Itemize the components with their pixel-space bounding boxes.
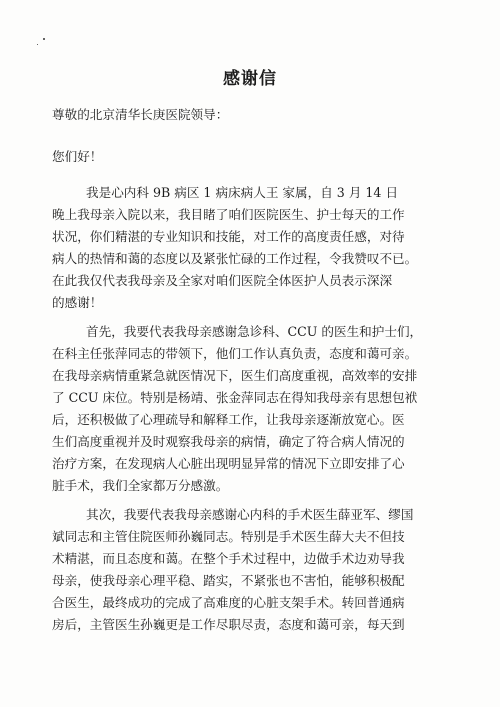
paragraph-2-line-1: 首先，我要代表我母亲感谢急诊科、CCU 的医生和护士们， — [86, 324, 423, 339]
paragraph-2-line-5: 后，还积极做了心理疏导和解释工作，让我母亲逐渐放宽心。医 — [52, 412, 405, 427]
salutation: 尊敬的北京清华长庚医院领导： — [52, 107, 229, 122]
paragraph-3-line-1: 其次，我要代表我母亲感谢心内科的手术医生薛亚军、缪国 — [86, 507, 414, 522]
greeting: 您们好！ — [52, 149, 103, 164]
paragraph-3-line-5: 合医生，最终成功的完成了高难度的心脏支架手术。转回普通病 — [52, 595, 405, 610]
paragraph-3-line-2: 斌同志和主管住院医师孙巍同志。特别是手术医生薛大夫不但技 — [52, 529, 405, 544]
paragraph-3-line-3: 术精湛，而且态度和蔼。在整个手术过程中，边做手术边劝导我 — [52, 551, 405, 566]
paragraph-1-line-6: 的感谢！ — [52, 295, 103, 310]
paragraph-3-line-6: 房后，主管医生孙巍更是工作尽职尽责，态度和蔼可亲，每天到 — [52, 617, 405, 632]
paragraph-2-line-6: 生们高度重视并及时观察我母亲的病情，确定了符合病人情况的 — [52, 434, 405, 449]
paragraph-2-line-4: 了 CCU 床位。特别是杨靖、张金萍同志在得知我母亲有思想包袱 — [52, 390, 418, 405]
paragraph-2-line-2: 在科主任张萍同志的带领下，他们工作认真负责，态度和蔼可亲。 — [52, 346, 418, 361]
paragraph-1-line-3: 状况，你们精湛的专业知识和技能，对工作的高度责任感，对待 — [52, 229, 405, 244]
paragraph-1-line-2: 晚上我母亲入院以来，我目睹了咱们医院医生、护士每天的工作 — [52, 207, 405, 222]
scan-speck — [43, 38, 45, 40]
paragraph-2-line-8: 脏手术，我们全家都万分感激。 — [52, 478, 229, 493]
letter-title: 感谢信 — [223, 69, 277, 89]
paragraph-3-line-4: 母亲，使我母亲心理平稳、踏实，不紧张也不害怕，能够积极配 — [52, 573, 405, 588]
paragraph-1-line-5: 在此我仅代表我母亲及全家对咱们医院全体医护人员表示深深 — [52, 273, 393, 288]
scan-speck — [37, 44, 38, 45]
paragraph-1-line-1: 我是心内科 9B 病区 1 病床病人王 家属，自 3 月 14 日 — [86, 185, 399, 200]
paragraph-2-line-7: 治疗方案，在发现病人心脏出现明显异常的情况下立即安排了心 — [52, 456, 405, 471]
paragraph-1-line-4: 病人的热情和蔼的态度以及紧张忙碌的工作过程，令我赞叹不已。 — [52, 251, 418, 266]
paragraph-2-line-3: 在我母亲病情重紧急就医情况下，医生们高度重视，高效率的安排 — [52, 368, 418, 383]
